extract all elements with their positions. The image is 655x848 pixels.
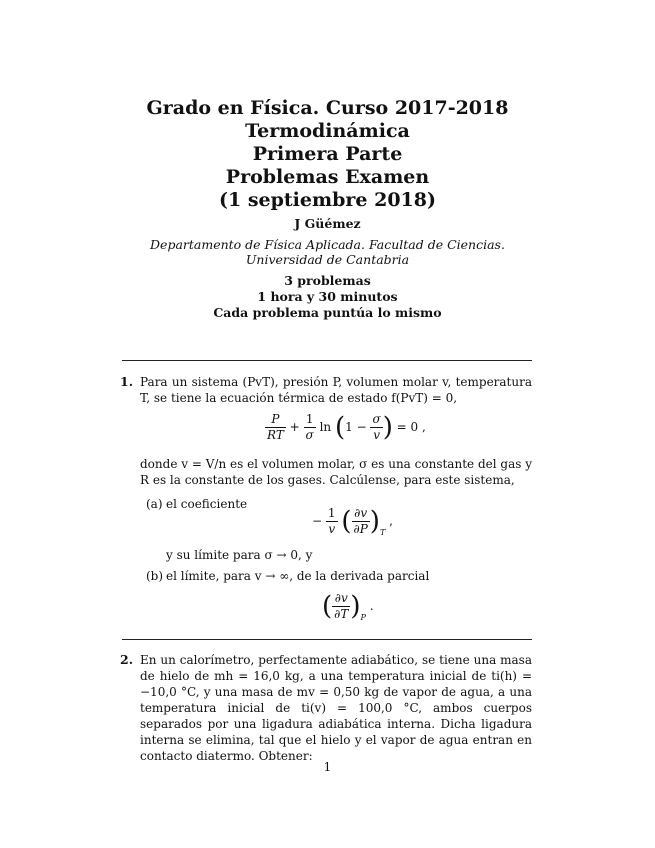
info-problems: 3 problemas	[284, 273, 371, 288]
page-number: 1	[323, 760, 332, 774]
title-line-5: (1 septiembre 2018)	[219, 189, 436, 211]
divider-top	[122, 360, 532, 361]
equation-a: − $\frac{1}{v}$ ( $\frac{\partial v}{\partial P}$ )$_T$ ,	[312, 506, 393, 537]
problem-1-equation: $\frac{P}{RT}$ + $\frac{1}{\sigma}$ ln (1 − $\frac{\sigma}{v}$ ) = 0 ,	[267, 412, 426, 443]
info-duration: 1 hora y 30 minutos	[257, 289, 398, 304]
affiliation-line-2: Universidad de Cantabria	[245, 252, 410, 267]
problem-1-description: donde v = V/n es el volumen molar, σ es una constante del gas y R es la constante de los gases. Calcúlense, para este sistema,	[140, 457, 532, 487]
item-b-text: el límite, para v → ∞, de la derivada parcial	[166, 569, 430, 583]
info-scoring: Cada problema puntúa lo mismo	[213, 305, 442, 320]
item-a-label: (a)	[146, 497, 163, 511]
problem-2-number: 2.	[120, 652, 134, 667]
item-a-text: el coeficiente	[166, 497, 248, 511]
item-a-after: y su límite para σ → 0, y	[166, 548, 313, 562]
title-line-3: Primera Parte	[252, 143, 403, 165]
author: J Güémez	[294, 216, 361, 231]
problem-2-text: En un calorímetro, perfectamente adiabático, se tiene una masa de hielo de mh = 16,0 kg, a una temperatura inicial de ti(h) = −10,0 °C, y una masa de mv = 0,50 kg de vapor de agua, a una temperatura inicial de ti(v) = 100,0 °C, ambos cuerpos separados por una ligadura adiabática interna. Dicha ligadura interna se elimina, tal que el hielo y el vapor de agua entran en contacto diatermo. Obtener:	[140, 653, 532, 763]
problem-1-number: 1.	[120, 374, 134, 389]
title-line-2: Termodinámica	[245, 120, 410, 142]
equation-b: ( $\frac{\partial v}{\partial T}$ )$_P$ .	[322, 591, 374, 622]
title-line-1: Grado en Física. Curso 2017-2018	[146, 97, 509, 119]
title-line-4: Problemas Examen	[225, 166, 430, 188]
affiliation-line-1: Departamento de Física Aplicada. Facultad de Ciencias.	[150, 237, 505, 252]
item-b-label: (b)	[146, 569, 164, 583]
divider-middle	[122, 639, 532, 640]
problem-1-intro: Para un sistema (PvT), presión P, volumen molar v, temperatura T, se tiene la ecuación térmica de estado f(PvT) = 0,	[140, 375, 532, 405]
